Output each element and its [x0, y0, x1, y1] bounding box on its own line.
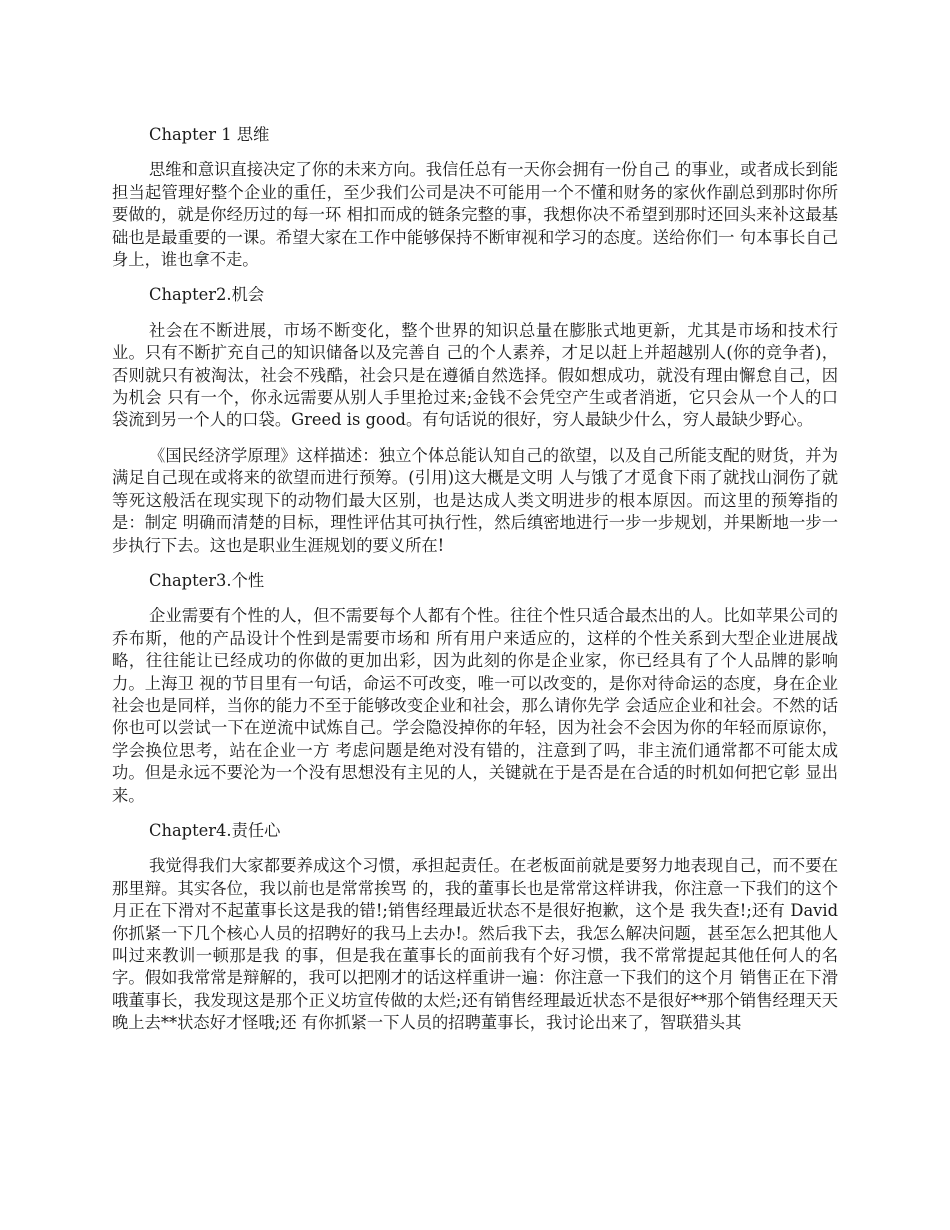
body-paragraph: 社会在不断进展，市场不断变化，整个世界的知识总量在膨胀式地更新，尤其是市场和技术行业。只有不断扩充自己的知识储备以及完善自 己的个人素养，才足以赶上并超越别人(你的竞争者)，否则就只有被淘汰，社会不残酷，社会只是在遵循自然选择。假如想成功，就没有理由懈怠自己，因为机会 只有一个，你永远需要从别人手里抢过来;金钱不会凭空产生或者消逝，它只会从一个人的口袋流到另一个人的口袋。Greed is good。有句话说的很好，穷人最缺少什么，穷人最缺少野心。	[112, 320, 838, 430]
section-heading: Chapter4.责任心	[149, 820, 281, 840]
section-chapter-4	[112, 820, 838, 1035]
section-chapter-2	[112, 284, 838, 556]
section-chapter-3	[112, 570, 838, 807]
body-paragraph: 《国民经济学原理》这样描述：独立个体总能认知自己的欲望，以及自己所能支配的财货，并为满足自己现在或将来的欲望而进行预筹。(引用)这大概是文明 人与饿了才觅食下雨了就找山洞伤了就等死这般活在现实现下的动物们最大区别，也是达成人类文明进步的根本原因。而这里的预筹指的是：制定 明确而清楚的目标，理性评估其可执行性，然后缜密地进行一步一步规划，并果断地一步一步执行下去。这也是职业生涯规划的要义所在!	[112, 445, 838, 555]
section-heading: Chapter2.机会	[149, 285, 265, 305]
document-page	[112, 124, 838, 1048]
body-paragraph: 企业需要有个性的人，但不需要每个人都有个性。往往个性只适合最杰出的人。比如苹果公司的乔布斯，他的产品设计个性到是需要市场和 所有用户来适应的，这样的个性关系到大型企业进展战略，往往能让已经成功的你做的更加出彩，因为此刻的你是企业家，你已经具有了个人品牌的影响力。上海卫 视的节目里有一句话，命运不可改变，唯一可以改变的，是你对待命运的态度，身在企业社会也是同样，当你的能力不至于能够改变企业和社会，那么请你先学 会适应企业和社会。不然的话你也可以尝试一下在逆流中试炼自己。学会隐没掉你的年轻，因为社会不会因为你的年轻而原谅你，学会换位思考，站在企业一方 考虑问题是绝对没有错的，注意到了吗，非主流们通常都不可能太成功。但是永远不要沦为一个没有思想没有主见的人，关键就在于是否是在合适的时机如何把它彰 显出来。	[112, 606, 838, 805]
body-paragraph: 思维和意识直接决定了你的未来方向。我信任总有一天你会拥有一份自己 的事业，或者成长到能担当起管理好整个企业的重任，至少我们公司是决不可能用一个不懂和财务的家伙作副总到那时你所要做的，就是你经历过的每一环 相扣而成的链条完整的事，我想你决不希望到那时还回头来补这最基础也是最重要的一课。希望大家在工作中能够保持不断审视和学习的态度。送给你们一 句本事长自己身上，谁也拿不走。	[112, 160, 838, 270]
body-paragraph: 我觉得我们大家都要养成这个习惯，承担起责任。在老板面前就是要努力地表现自己，而不要在那里辩。其实各位，我以前也是常常挨骂 的，我的董事长也是常常这样讲我，你注意一下我们的这个月正在下滑对不起董事长这是我的错!;销售经理最近状态不是很好抱歉，这个是 我失查!;还有 David 你抓紧一下几个核心人员的招聘好的我马上去办!。然后我下去，我怎么解决问题，甚至怎么把其他人叫过来教训一顿那是我 的事，但是我在董事长的面前我有个好习惯，我不常常提起其他任何人的名字。假如我常常是辩解的，我可以把刚才的话这样重讲一遍：你注意一下我们的这个月 销售正在下滑哦董事长，我发现这是那个正义坊宣传做的太烂;还有销售经理最近状态不是很好**那个销售经理天天晚上去**状态好才怪哦;还 有你抓紧一下人员的招聘董事长，我讨论出来了，智联猎头其	[112, 856, 838, 1033]
section-chapter-1	[112, 124, 838, 271]
section-heading: Chapter 1 思维	[149, 125, 270, 144]
section-heading: Chapter3.个性	[149, 570, 265, 590]
